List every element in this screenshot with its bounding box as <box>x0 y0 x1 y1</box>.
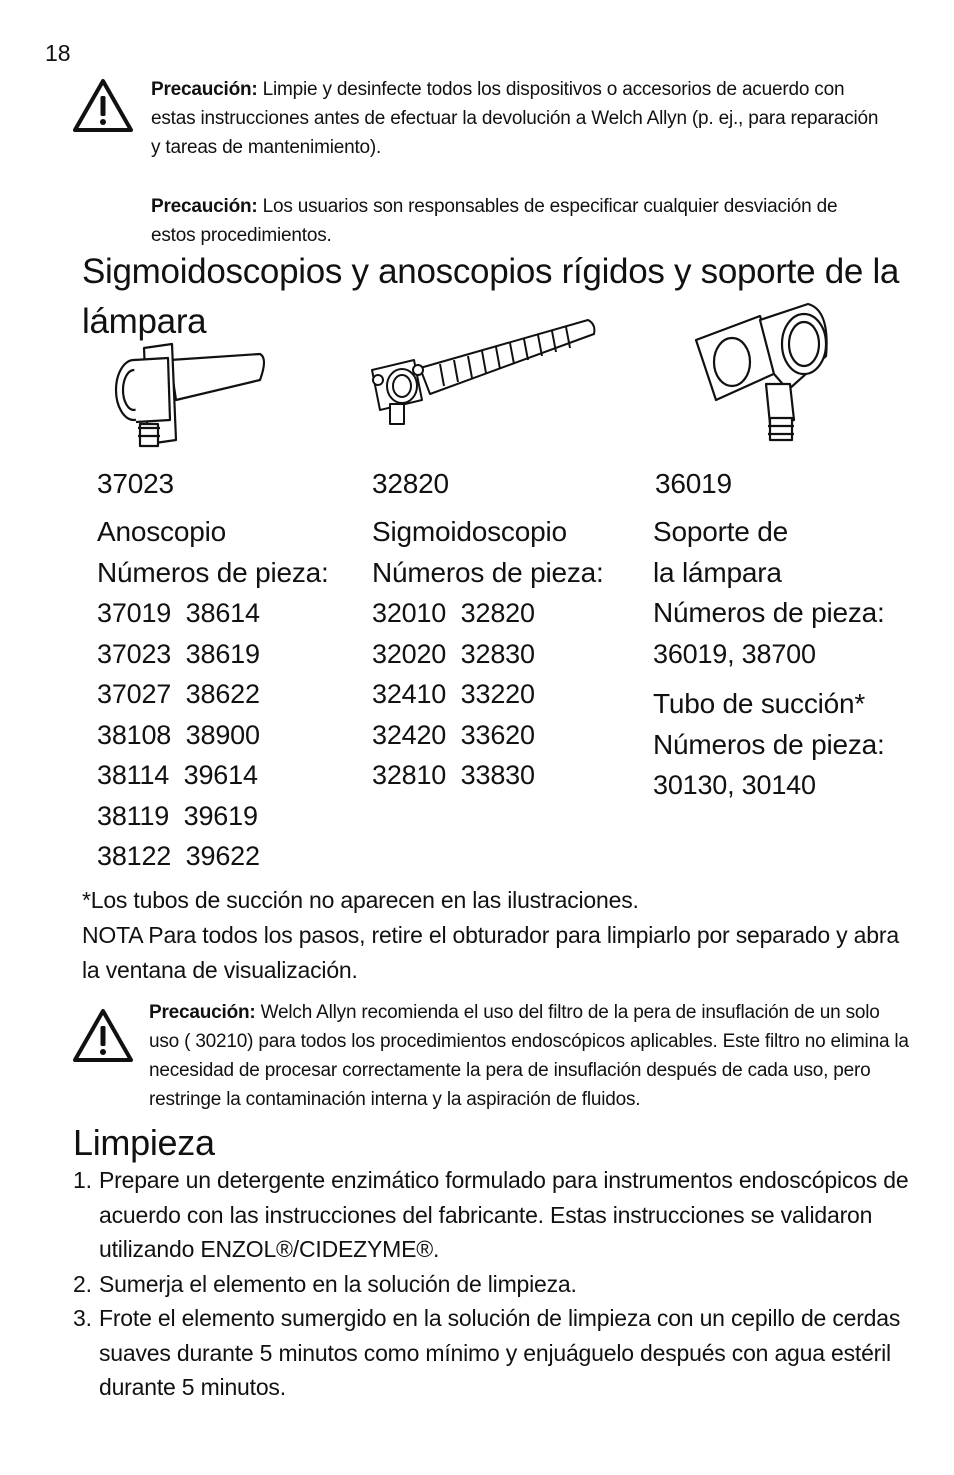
part-number-row: 38122 39622 <box>97 841 260 871</box>
part-number-row: 37023 38619 <box>97 638 260 669</box>
section-title: Sigmoidoscopios y anoscopios rígidos y soporte de la lámpara <box>82 252 900 341</box>
product-sigmoidoscope <box>372 512 642 796</box>
lamp-holder-illustration <box>690 300 850 445</box>
part-number-row: 38114 39614 <box>97 760 258 790</box>
cleaning-title: Limpieza <box>73 1122 215 1163</box>
caution-label: Precaución: <box>151 79 258 100</box>
product-name: Sigmoidoscopio <box>372 516 567 547</box>
product-number-anoscope: 37023 <box>97 468 174 499</box>
part-number-row: 32020 32830 <box>372 638 535 669</box>
product-number-lamp-holder: 36019 <box>655 468 732 499</box>
warning-icon <box>72 1008 134 1064</box>
part-number-row: 32010 32820 <box>372 598 535 628</box>
part-number-row: 32420 33620 <box>372 719 535 750</box>
part-numbers: 36019, 38700 <box>653 638 816 669</box>
caution-1 <box>151 75 886 162</box>
caution-label: Precaución: <box>149 1002 256 1023</box>
step-text: Sumerja el elemento en la solución de limpieza. <box>99 1270 577 1297</box>
part-number-row: 32410 33220 <box>372 679 535 709</box>
caution-2 <box>151 192 886 250</box>
note: NOTA Para todos los pasos, retire el obturador para limpiarlo por separado y abra la ventana de visualización. <box>82 922 899 983</box>
parts-label: Números de pieza: <box>653 597 885 628</box>
suction-parts-label: Números de pieza: <box>653 728 885 760</box>
product-name: Anoscopio <box>97 516 226 547</box>
product-anoscope <box>97 512 367 877</box>
caution-text: Limpie y desinfecte todos los dispositivos o accesorios de acuerdo con estas instrucciones antes de efectuar la devolución a Welch Allyn (p. ej., para reparación y tareas de mantenimiento). <box>151 79 879 158</box>
step-text: Frote el elemento sumergido en la solución de limpieza con un cepillo de cerdas suaves durante 5 minutos como mínimo y enjuáguelo después con agua estéril durante 5 minutos. <box>99 1305 901 1400</box>
step <box>73 1267 918 1302</box>
part-number-row: 38119 39619 <box>97 800 258 831</box>
step-number: 1. <box>73 1167 92 1193</box>
product-name-line-1: Soporte de <box>653 516 788 547</box>
footnote: *Los tubos de succión no aparecen en las ilustraciones. <box>82 887 639 913</box>
caution-3 <box>149 998 914 1114</box>
step-number: 2. <box>73 1270 92 1297</box>
suction-part-numbers: 30130, 30140 <box>653 770 816 800</box>
page-number: 18 <box>45 40 71 66</box>
step-text: Prepare un detergente enzimático formulado para instrumentos endoscópicos de acuerdo con las instrucciones del fabricante. Estas instrucciones se validaron utilizando ENZOL®/CIDEZYME®. <box>99 1167 909 1262</box>
part-number-row: 32810 33830 <box>372 760 535 790</box>
cleaning-steps <box>73 1163 918 1405</box>
product-number-sigmoidoscope: 32820 <box>372 468 449 499</box>
step <box>73 1163 918 1267</box>
part-number-row: 38108 38900 <box>97 719 260 750</box>
parts-label: Números de pieza: <box>372 556 604 588</box>
part-number-row: 37027 38622 <box>97 679 260 709</box>
part-number-row: 37019 38614 <box>97 598 260 628</box>
step <box>73 1301 918 1405</box>
parts-label: Números de pieza: <box>97 556 329 588</box>
suction-tube-title: Tubo de succión* <box>653 688 866 719</box>
caution-text: Los usuarios son responsables de especificar cualquier desviación de estos procedimientos. <box>151 196 838 246</box>
product-name-line-2: la lámpara <box>653 556 782 588</box>
caution-label: Precaución: <box>151 196 258 217</box>
sigmoidoscope-illustration <box>360 316 600 431</box>
anoscope-illustration <box>110 340 270 455</box>
product-lamp-holder <box>653 512 933 806</box>
warning-icon <box>72 78 134 134</box>
caution-text: Welch Allyn recomienda el uso del filtro de la pera de insuflación de un solo uso ( 30210) para todos los procedimientos endoscópicos aplicables. Este filtro no elimina la necesidad de procesar correctamente la pera de insuflación después de cada uso, pero restringe la contaminación interna y la aspiración de fluidos. <box>149 1002 909 1110</box>
step-number: 3. <box>73 1305 92 1331</box>
